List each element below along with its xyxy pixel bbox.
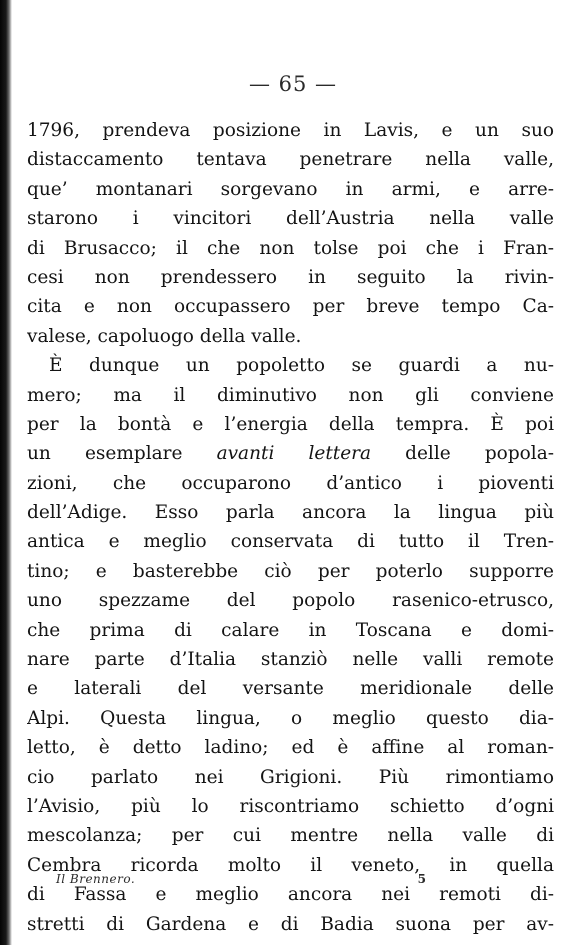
text-line-6: cesi non prendessero in seguito la rivin- [27, 266, 554, 288]
sheet-number: 5 [417, 872, 426, 886]
text-line-8: valese, capoluogo della valle. [27, 325, 302, 347]
text-line-14: dell’Adige. Esso parla ancora la lingua più [27, 502, 554, 524]
page-footer [56, 872, 426, 894]
text-line-22: letto, è detto ladino; ed è affine al roman- [27, 737, 554, 759]
page-number: — 65 — [248, 72, 338, 96]
text-line-19: nare parte d’Italia stanziò nelle valli remote [27, 649, 554, 671]
text-line-25: mescolanza; per cui mentre nella valle di [27, 825, 554, 847]
text-line-11: per la bontà e l’energia della tempra. È poi [27, 413, 554, 435]
text-line-23: cio parlato nei Grigioni. Più rimontiamo [27, 766, 554, 788]
text-line-28: stretti di Gardena e di Badia suona per av- [27, 913, 554, 935]
text-line-12: un esemplare avanti lettera delle popola- [27, 443, 554, 465]
text-line-15: antica e meglio conservata di tutto il Tren- [27, 531, 554, 553]
text-line-21: Alpi. Questa lingua, o meglio questo dia- [27, 707, 554, 729]
page-body-text [27, 116, 554, 939]
italic-phrase: avanti lettera [216, 443, 372, 465]
text-line-3: que’ montanari sorgevano in armi, e arre- [27, 178, 554, 200]
text-line-26: Cembra ricorda molto il veneto, in quella [27, 854, 554, 876]
page-binding-edge [0, 0, 12, 945]
text-line-5: di Brusacco; il che non tolse poi che i Fran- [27, 237, 554, 259]
text-line-1: 1796, prendeva posizione in Lavis, e un suo [27, 120, 554, 141]
text-line-24: l’Avisio, più lo riscontriamo schietto d’ogni [27, 795, 554, 817]
text-line-17: uno spezzame del popolo rasenico-etrusco, [27, 590, 554, 612]
text-line-7: cita e non occupassero per breve tempo Ca- [27, 296, 554, 318]
text-line-2: distaccamento tentava penetrare nella valle, [27, 149, 554, 171]
text-line-20: e laterali del versante meridionale delle [27, 678, 554, 700]
printer-signature: Il Brennero. [56, 872, 136, 886]
text-line-13: zioni, che occuparono d’antico i pioventi [27, 472, 554, 494]
text-line-10: mero; ma il diminutivo non gli conviene [27, 384, 554, 406]
text-line-27: di Fassa e meglio ancora nei remoti di- [27, 884, 554, 906]
text-line-9: È dunque un popoletto se guardi a nu- [49, 355, 554, 377]
text-line-4: starono i vincitori dell’Austria nella valle [27, 208, 554, 230]
text-line-16: tino; e basterebbe ciò per poterlo supporre [27, 560, 554, 582]
text-line-18: che prima di calare in Toscana e domi- [27, 619, 554, 641]
